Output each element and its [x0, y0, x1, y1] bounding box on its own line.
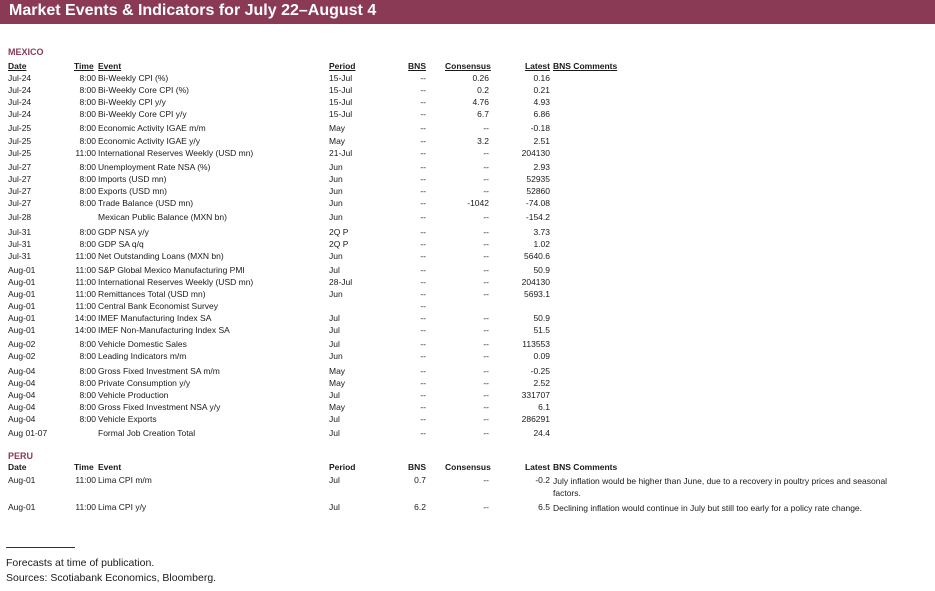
time-cell: 8:00	[79, 339, 96, 349]
bns-cell: --	[420, 339, 426, 349]
date-cell: Aug-04	[8, 402, 36, 412]
time-cell: 11:00	[75, 265, 96, 275]
table-row	[0, 378, 935, 390]
event-cell: Bi-Weekly Core CPI (%)	[98, 85, 189, 95]
time-cell: 8:00	[79, 378, 96, 388]
period-cell: 15-Jul	[329, 109, 353, 119]
bns-cell: --	[420, 198, 426, 208]
consensus-cell: --	[483, 414, 489, 424]
time-cell: 8:00	[79, 239, 96, 249]
event-cell: Vehicle Production	[98, 390, 169, 400]
date-cell: Aug-04	[8, 414, 36, 424]
section-title-peru: PERU	[8, 451, 34, 461]
bns-cell: --	[420, 239, 426, 249]
table-row	[0, 289, 935, 301]
bns-cell: 0.7	[414, 475, 426, 485]
latest-cell: 204130	[521, 148, 550, 158]
date-cell: Jul-24	[8, 73, 32, 83]
event-cell: Remittances Total (USD mn)	[98, 289, 206, 299]
consensus-cell: --	[483, 212, 489, 222]
consensus-cell: --	[483, 289, 489, 299]
consensus-cell: --	[483, 475, 489, 485]
time-cell: 8:00	[79, 109, 96, 119]
period-cell: 28-Jul	[329, 277, 353, 287]
date-cell: Jul-24	[8, 85, 32, 95]
latest-cell: 50.9	[533, 313, 550, 323]
header-time: Time	[74, 462, 94, 472]
bns-cell: --	[420, 227, 426, 237]
latest-cell: 5640.6	[524, 251, 550, 261]
table-row	[0, 502, 935, 514]
time-cell: 11:00	[75, 289, 96, 299]
date-cell: Jul-31	[8, 239, 32, 249]
table-row	[0, 428, 935, 440]
time-cell: 8:00	[79, 136, 96, 146]
table-row	[0, 366, 935, 378]
event-cell: Bi-Weekly CPI y/y	[98, 97, 166, 107]
period-cell: 15-Jul	[329, 73, 353, 83]
table-row	[0, 85, 935, 97]
header-period: Period	[329, 462, 356, 472]
bns-cell: --	[420, 351, 426, 361]
latest-cell: 331707	[521, 390, 550, 400]
date-cell: Jul-27	[8, 174, 32, 184]
time-cell: 8:00	[79, 366, 96, 376]
latest-cell: -74.08	[525, 198, 550, 208]
date-cell: Jul-27	[8, 162, 32, 172]
period-cell: May	[329, 366, 346, 376]
latest-cell: 113553	[522, 339, 550, 349]
period-cell: Jun	[329, 212, 343, 222]
time-cell: 8:00	[79, 198, 96, 208]
table-row	[0, 212, 935, 224]
time-cell: 11:00	[75, 148, 96, 158]
latest-cell: 0.21	[533, 85, 550, 95]
date-cell: Aug-02	[8, 351, 36, 361]
period-cell: Jul	[329, 339, 340, 349]
bns-cell: --	[420, 186, 426, 196]
time-cell: 8:00	[79, 186, 96, 196]
period-cell: May	[329, 136, 346, 146]
header-consensus: Consensus	[445, 462, 491, 472]
period-cell: Jun	[329, 186, 343, 196]
bns-cell: --	[420, 162, 426, 172]
time-cell: 8:00	[79, 123, 96, 133]
bns-cell: --	[420, 73, 426, 83]
header-comments: BNS Comments	[553, 462, 618, 472]
latest-cell: 6.5	[538, 502, 550, 512]
period-cell: Jun	[329, 251, 343, 261]
consensus-cell: --	[483, 351, 489, 361]
latest-cell: -0.2	[535, 475, 550, 485]
bns-cell: --	[420, 366, 426, 376]
bns-cell: 6.2	[414, 502, 426, 512]
date-cell: Jul-28	[8, 212, 32, 222]
consensus-cell: --	[483, 378, 489, 388]
table-row	[0, 186, 935, 198]
table-row	[0, 148, 935, 160]
consensus-cell: --	[483, 227, 489, 237]
table-row	[0, 73, 935, 85]
consensus-cell: --	[483, 148, 489, 158]
time-cell: 11:00	[75, 251, 96, 261]
date-cell: Jul-31	[8, 227, 32, 237]
table-row	[0, 109, 935, 121]
event-cell: Economic Activity IGAE m/m	[98, 123, 206, 133]
time-cell: 11:00	[75, 502, 96, 512]
event-cell: Leading Indicators m/m	[98, 351, 187, 361]
latest-cell: 52935	[526, 174, 550, 184]
footnote-forecasts: Forecasts at time of publication.	[6, 557, 155, 569]
consensus-cell: --	[483, 277, 489, 287]
date-cell: Jul-25	[8, 123, 32, 133]
table-row	[0, 325, 935, 337]
event-cell: Mexican Public Balance (MXN bn)	[98, 212, 227, 222]
consensus-cell: --	[483, 313, 489, 323]
bns-cell: --	[420, 85, 426, 95]
table-row	[0, 475, 935, 498]
time-cell: 8:00	[79, 351, 96, 361]
bns-cell: --	[420, 289, 426, 299]
event-cell: Net Outstanding Loans (MXN bn)	[98, 251, 224, 261]
table-row	[0, 239, 935, 251]
latest-cell: 0.09	[533, 351, 550, 361]
event-cell: Private Consumption y/y	[98, 378, 191, 388]
consensus-cell: --	[483, 428, 489, 438]
header-consensus: Consensus	[445, 61, 491, 71]
latest-cell: 2.51	[533, 136, 550, 146]
consensus-cell: --	[483, 123, 489, 133]
bns-cell: --	[420, 414, 426, 424]
consensus-cell: 4.76	[472, 97, 489, 107]
table-row	[0, 162, 935, 174]
header-date: Date	[8, 61, 27, 71]
date-cell: Aug-01	[8, 502, 36, 512]
event-cell: International Reserves Weekly (USD mn)	[98, 277, 254, 287]
period-cell: 15-Jul	[329, 85, 353, 95]
period-cell: 2Q P	[329, 239, 349, 249]
table-row	[0, 402, 935, 414]
time-cell: 8:00	[79, 174, 96, 184]
time-cell: 14:00	[74, 313, 96, 323]
consensus-cell: --	[483, 186, 489, 196]
event-cell: Formal Job Creation Total	[98, 428, 196, 438]
table-row	[0, 265, 935, 277]
peru-header-row	[0, 462, 935, 473]
period-cell: 21-Jul	[329, 148, 353, 158]
comment-cell: July inflation would be higher than June, due to a recovery in poultry prices and seasonal factors.	[553, 476, 888, 498]
table-row	[0, 390, 935, 402]
event-cell: Imports (USD mn)	[98, 174, 167, 184]
latest-cell: 3.73	[533, 227, 550, 237]
header-bns: BNS	[408, 61, 426, 71]
footnote-divider	[6, 547, 75, 548]
bns-cell: --	[420, 390, 426, 400]
period-cell: Jun	[329, 174, 343, 184]
period-cell: Jul	[329, 325, 340, 335]
event-cell: Bi-Weekly CPI (%)	[98, 73, 169, 83]
bns-cell: --	[420, 378, 426, 388]
period-cell: Jun	[329, 162, 343, 172]
event-cell: Unemployment Rate NSA (%)	[98, 162, 211, 172]
latest-cell: -154.2	[525, 212, 550, 222]
period-cell: May	[329, 123, 346, 133]
event-cell: Bi-Weekly Core CPI y/y	[98, 109, 187, 119]
event-cell: Central Bank Economist Survey	[98, 301, 218, 311]
event-cell: IMEF Non-Manufacturing Index SA	[98, 325, 230, 335]
bns-cell: --	[420, 313, 426, 323]
period-cell: Jul	[329, 313, 340, 323]
header-latest: Latest	[524, 61, 550, 71]
bns-cell: --	[420, 428, 426, 438]
event-cell: S&P Global Mexico Manufacturing PMI	[98, 265, 245, 275]
bns-cell: --	[420, 402, 426, 412]
date-cell: Aug-01	[8, 289, 36, 299]
date-cell: Jul-25	[8, 136, 32, 146]
time-cell: 11:00	[75, 475, 96, 485]
date-cell: Jul-31	[8, 251, 32, 261]
period-cell: Jul	[329, 428, 340, 438]
event-cell: Trade Balance (USD mn)	[98, 198, 194, 208]
bns-cell: --	[420, 109, 426, 119]
period-cell: Jul	[329, 502, 340, 512]
latest-cell: 1.02	[533, 239, 550, 249]
footnote-sources: Sources: Scotiabank Economics, Bloomberg.	[6, 572, 217, 584]
section-title-mexico: MEXICO	[8, 47, 44, 57]
period-cell: 2Q P	[329, 227, 349, 237]
mexico-header-row	[0, 61, 935, 72]
bns-cell: --	[420, 265, 426, 275]
date-cell: Aug-02	[8, 339, 36, 349]
date-cell: Jul-27	[8, 186, 32, 196]
header-bns: BNS	[408, 462, 426, 472]
consensus-cell: 3.2	[477, 136, 489, 146]
header-event: Event	[98, 462, 122, 472]
latest-cell: 6.1	[538, 402, 550, 412]
event-cell: Vehicle Exports	[98, 414, 157, 424]
latest-cell: -0.25	[530, 366, 550, 376]
table-row	[0, 174, 935, 186]
date-cell: Aug 01-07	[8, 428, 48, 438]
table-row	[0, 123, 935, 135]
table-row	[0, 97, 935, 109]
bns-cell: --	[420, 97, 426, 107]
event-cell: GDP SA q/q	[98, 239, 144, 249]
bns-cell: --	[420, 251, 426, 261]
time-cell: 11:00	[75, 277, 96, 287]
table-row	[0, 414, 935, 426]
event-cell: Gross Fixed Investment SA m/m	[98, 366, 220, 376]
consensus-cell: --	[483, 325, 489, 335]
period-cell: Jul	[329, 475, 340, 485]
table-row	[0, 351, 935, 363]
consensus-cell: --	[483, 366, 489, 376]
consensus-cell: --	[483, 339, 489, 349]
consensus-cell: 0.26	[472, 73, 489, 83]
header-date: Date	[8, 462, 27, 472]
consensus-cell: 6.7	[477, 109, 489, 119]
date-cell: Aug-01	[8, 313, 36, 323]
date-cell: Aug-01	[8, 475, 36, 485]
latest-cell: 50.9	[533, 265, 550, 275]
bns-cell: --	[420, 136, 426, 146]
header-latest: Latest	[524, 462, 550, 472]
consensus-cell: -1042	[467, 198, 489, 208]
table-row	[0, 313, 935, 325]
date-cell: Jul-25	[8, 148, 32, 158]
table-row	[0, 301, 935, 313]
event-cell: Lima CPI m/m	[98, 475, 152, 485]
date-cell: Jul-24	[8, 109, 32, 119]
table-row	[0, 251, 935, 263]
time-cell: 8:00	[79, 73, 96, 83]
latest-cell: 24.4	[533, 428, 550, 438]
time-cell: 8:00	[79, 97, 96, 107]
date-cell: Jul-24	[8, 97, 32, 107]
period-cell: Jul	[329, 414, 340, 424]
time-cell: 11:00	[75, 301, 96, 311]
period-cell: Jul	[329, 390, 340, 400]
header-comments: BNS Comments	[553, 61, 618, 71]
event-cell: Exports (USD mn)	[98, 186, 167, 196]
event-cell: GDP NSA y/y	[98, 227, 149, 237]
header-time: Time	[74, 61, 94, 71]
page-title: Market Events & Indicators for July 22–August 4	[9, 2, 377, 19]
consensus-cell: --	[483, 239, 489, 249]
event-cell: Gross Fixed Investment NSA y/y	[98, 402, 221, 412]
time-cell: 8:00	[79, 402, 96, 412]
time-cell: 8:00	[79, 227, 96, 237]
latest-cell: 2.52	[533, 378, 550, 388]
bns-cell: --	[420, 123, 426, 133]
table-row	[0, 227, 935, 239]
consensus-cell: --	[483, 162, 489, 172]
latest-cell: 2.93	[533, 162, 550, 172]
event-cell: Vehicle Domestic Sales	[98, 339, 187, 349]
consensus-cell: --	[483, 502, 489, 512]
event-cell: International Reserves Weekly (USD mn)	[98, 148, 254, 158]
consensus-cell: 0.2	[477, 85, 489, 95]
period-cell: May	[329, 402, 346, 412]
bns-cell: --	[420, 174, 426, 184]
period-cell: 15-Jul	[329, 97, 353, 107]
date-cell: Aug-04	[8, 378, 36, 388]
latest-cell: 6.86	[533, 109, 550, 119]
period-cell: Jun	[329, 289, 343, 299]
latest-cell: 286291	[521, 414, 550, 424]
bns-cell: --	[420, 148, 426, 158]
latest-cell: 4.93	[533, 97, 550, 107]
latest-cell: 52860	[526, 186, 550, 196]
consensus-cell: --	[483, 174, 489, 184]
event-cell: Lima CPI y/y	[98, 502, 147, 512]
bns-cell: --	[420, 277, 426, 287]
time-cell: 8:00	[79, 162, 96, 172]
date-cell: Jul-27	[8, 198, 32, 208]
period-cell: May	[329, 378, 346, 388]
time-cell: 8:00	[79, 414, 96, 424]
table-row	[0, 277, 935, 289]
date-cell: Aug-01	[8, 301, 36, 311]
period-cell: Jul	[329, 265, 340, 275]
period-cell: Jun	[329, 198, 343, 208]
period-cell: Jun	[329, 351, 343, 361]
time-cell: 14:00	[74, 325, 96, 335]
event-cell: Economic Activity IGAE y/y	[98, 136, 201, 146]
latest-cell: 204130	[521, 277, 550, 287]
event-cell: IMEF Manufacturing Index SA	[98, 313, 212, 323]
time-cell: 8:00	[79, 85, 96, 95]
table-row	[0, 198, 935, 210]
latest-cell: 51.5	[533, 325, 550, 335]
latest-cell: 0.16	[533, 73, 550, 83]
comment-cell: Declining inflation would continue in July but still too early for a policy rate change.	[553, 503, 863, 513]
table-row	[0, 339, 935, 351]
consensus-cell: --	[483, 390, 489, 400]
bns-cell: --	[420, 212, 426, 222]
header-event: Event	[98, 61, 122, 71]
latest-cell: 5693.1	[524, 289, 550, 299]
time-cell: 8:00	[79, 390, 96, 400]
bns-cell: --	[420, 301, 426, 311]
date-cell: Aug-01	[8, 277, 36, 287]
date-cell: Aug-04	[8, 390, 36, 400]
date-cell: Aug-01	[8, 265, 36, 275]
date-cell: Aug-04	[8, 366, 36, 376]
consensus-cell: --	[483, 251, 489, 261]
bns-cell: --	[420, 325, 426, 335]
date-cell: Aug-01	[8, 325, 36, 335]
consensus-cell: --	[483, 265, 489, 275]
header-period: Period	[329, 61, 356, 71]
title-banner	[0, 0, 935, 24]
table-row	[0, 136, 935, 148]
latest-cell: -0.18	[530, 123, 550, 133]
consensus-cell: --	[483, 402, 489, 412]
